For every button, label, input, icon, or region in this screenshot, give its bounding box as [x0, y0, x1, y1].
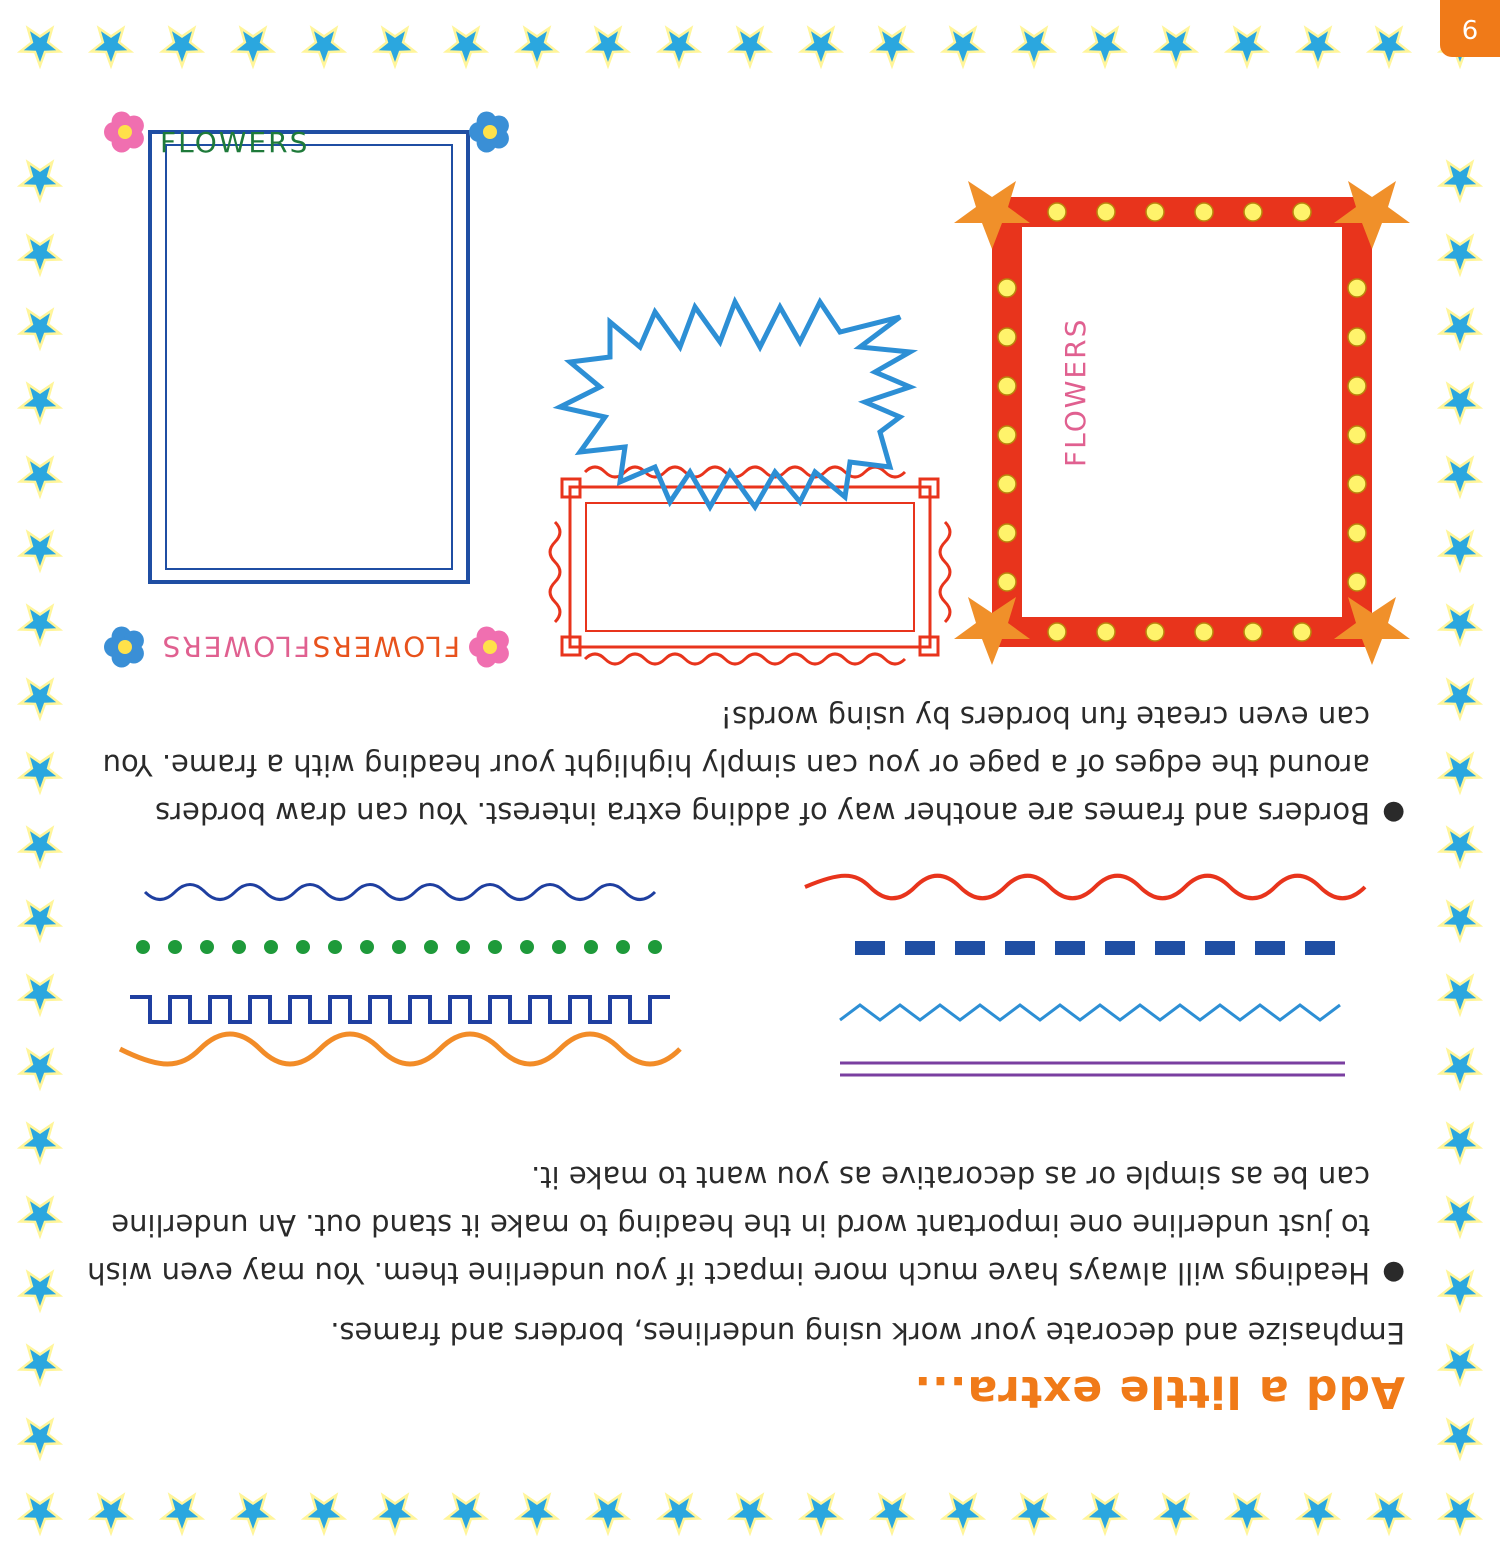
intro-text: Emphasize and decorate your work using underlines, borders and frames. — [330, 1316, 1405, 1350]
star-icon — [237, 31, 269, 62]
page-number-tab — [1440, 0, 1500, 57]
light-bulb-icon — [1146, 203, 1164, 221]
word-frame-side-text: FLOWERS — [1059, 317, 1092, 467]
flower-icon — [104, 627, 144, 668]
flower-icon — [104, 112, 144, 153]
star-icon — [1373, 1498, 1405, 1529]
star-icon — [237, 1498, 269, 1529]
light-bulb-icon — [998, 377, 1016, 395]
star-icon — [1444, 1423, 1476, 1454]
star-icon — [947, 1498, 979, 1529]
star-icon — [24, 757, 56, 788]
star-icon — [308, 1498, 340, 1529]
word-frame — [104, 112, 509, 668]
word-frame-top-text: FLOWERS — [160, 126, 310, 159]
star-icon — [95, 31, 127, 62]
star-icon — [1444, 757, 1476, 788]
star-icon — [24, 683, 56, 714]
light-bulb-icon — [998, 524, 1016, 542]
light-bulb-icon — [1348, 328, 1366, 346]
bullet-dot: ● — [1382, 1258, 1405, 1288]
marquee-frame — [954, 181, 1410, 665]
star-icon — [1444, 1201, 1476, 1232]
zigzag-underline — [840, 1005, 1340, 1020]
star-icon — [1018, 1498, 1050, 1529]
star-icon — [24, 1349, 56, 1380]
light-bulb-icon — [1097, 623, 1115, 641]
star-icon — [1018, 31, 1050, 62]
light-bulb-icon — [998, 426, 1016, 444]
light-bulb-icon — [1097, 203, 1115, 221]
light-bulb-icon — [998, 328, 1016, 346]
light-bulb-icon — [1293, 203, 1311, 221]
star-icon — [734, 31, 766, 62]
light-bulb-icon — [1348, 524, 1366, 542]
light-bulb-icon — [1348, 377, 1366, 395]
star-icon — [95, 1498, 127, 1529]
dotted-underline — [136, 940, 662, 954]
star-icon — [521, 1498, 553, 1529]
star-icon — [1160, 31, 1192, 62]
page-number: 9 — [1461, 13, 1479, 44]
star-icon — [876, 1498, 908, 1529]
light-bulb-icon — [1244, 623, 1262, 641]
star-icon — [1302, 1498, 1334, 1529]
light-bulb-icon — [1348, 475, 1366, 493]
dashed-underline — [855, 941, 1335, 955]
star-icon — [1373, 31, 1405, 62]
star-icon — [947, 31, 979, 62]
star-icon — [24, 31, 56, 62]
flower-icon — [469, 112, 509, 153]
frame-samples — [0, 97, 1500, 677]
light-bulb-icon — [1244, 203, 1262, 221]
star-icon — [24, 1423, 56, 1454]
swirl-underline — [805, 876, 1365, 899]
star-icon — [24, 1201, 56, 1232]
wave-underline — [145, 885, 655, 900]
square-wave-underline — [130, 997, 670, 1022]
light-bulb-icon — [1195, 203, 1213, 221]
light-bulb-icon — [1348, 426, 1366, 444]
curly-underline — [120, 1034, 680, 1064]
star-icon — [592, 1498, 624, 1529]
light-bulb-icon — [1146, 623, 1164, 641]
star-icon — [24, 1275, 56, 1306]
bullet-underlines — [85, 1153, 1405, 1297]
light-bulb-icon — [1293, 623, 1311, 641]
star-icon — [1444, 1275, 1476, 1306]
bullet-borders — [85, 693, 1405, 837]
light-bulb-icon — [1048, 203, 1066, 221]
star-icon — [592, 31, 624, 62]
light-bulb-icon — [1195, 623, 1213, 641]
light-bulb-icon — [998, 573, 1016, 591]
bullet-text: Headings will always have much more impact if you underline them. You may even wish to just underline one important word in the heading to make it stand out. An underline can be as simple or as decorative as you want to make it. — [87, 1160, 1370, 1290]
star-icon — [663, 31, 695, 62]
star-icon — [1444, 683, 1476, 714]
word-frame-bottom-text: FLOWERS — [310, 630, 460, 663]
star-icon — [379, 31, 411, 62]
star-icon — [1089, 1498, 1121, 1529]
star-icon — [379, 1498, 411, 1529]
underline-samples — [0, 857, 1500, 1137]
star-icon — [1089, 31, 1121, 62]
light-bulb-icon — [998, 279, 1016, 297]
star-icon — [166, 31, 198, 62]
bullet-dot: ● — [1382, 798, 1405, 828]
star-icon — [166, 1498, 198, 1529]
light-bulb-icon — [1348, 279, 1366, 297]
page-title: Add a little extra... — [913, 1366, 1405, 1417]
star-icon — [734, 1498, 766, 1529]
light-bulb-icon — [998, 475, 1016, 493]
star-icon — [308, 31, 340, 62]
star-icon — [521, 31, 553, 62]
star-icon — [1160, 1498, 1192, 1529]
star-icon — [1231, 1498, 1263, 1529]
star-icon — [1231, 31, 1263, 62]
star-icon — [450, 31, 482, 62]
star-icon — [876, 31, 908, 62]
word-frame-bottom-text-2: FLOWERS — [160, 630, 310, 663]
star-icon — [1444, 1498, 1476, 1529]
star-icon — [450, 1498, 482, 1529]
star-icon — [663, 1498, 695, 1529]
flower-icon — [469, 627, 509, 668]
star-icon — [1444, 1349, 1476, 1380]
star-icon — [805, 31, 837, 62]
star-icon — [805, 1498, 837, 1529]
star-icon — [24, 1498, 56, 1529]
bullet-text: Borders and frames are another way of adding extra interest. You can draw borders around the edges of a page or you can simply highlight your heading with a frame. You can even create fun borders by using words! — [102, 700, 1370, 830]
light-bulb-icon — [1348, 573, 1366, 591]
star-icon — [1302, 31, 1334, 62]
light-bulb-icon — [1048, 623, 1066, 641]
